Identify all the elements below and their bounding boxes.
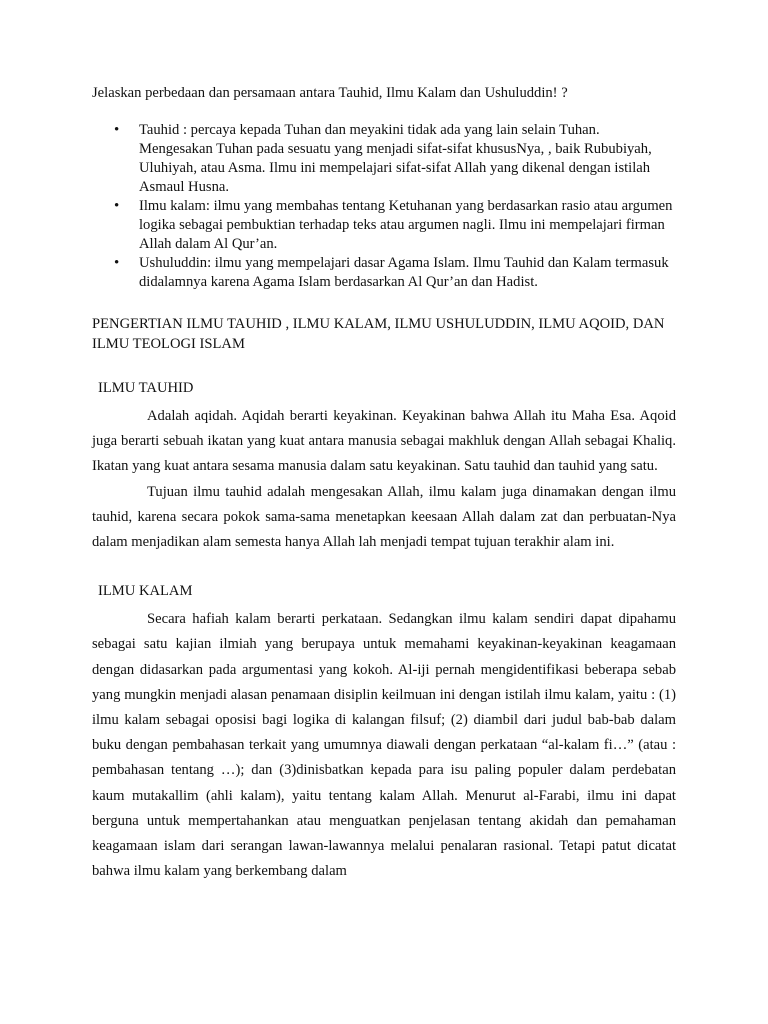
section-ilmu-tauhid — [92, 378, 676, 555]
section-title-ilmu-tauhid: ILMU TAUHID — [98, 380, 194, 396]
paragraph: Adalah aqidah. Aqidah berarti keyakinan. Keyakinan bahwa Allah itu Maha Esa. Aqoid juga berarti sebuah ikatan yang kuat antara manusia sebagai makhluk dengan Allah sebagai Khaliq. Ikatan yang kuat antara sesama manusia dalam satu keyakinan. Satu tauhid dan tauhid yang satu. — [92, 408, 676, 475]
question-text: Jelaskan perbedaan dan persamaan antara Tauhid, Ilmu Kalam dan Ushuluddin! ? — [92, 85, 568, 101]
paragraph: Secara hafiah kalam berarti perkataan. Sedangkan ilmu kalam sendiri dapat dipahamu sebagai satu kajian ilmiah yang berupaya untuk memahami keyakinan-keyakinan keagamaan dengan didasarkan pada argumentasi yang kokoh. Al-iji pernah mengidentifikasi beberapa sebab yang mungkin menjadi alasan penamaan disiplin keilmuan ini dengan istilah ilmu kalam, yaitu : (1) ilmu kalam sebagai oposisi bagi logika di kalangan filsuf; (2) diambil dari judul bab-bab dalam buku dengan pembahasan terkait yang umumnya diawali dengan perkataan “al-kalam fi…” (atau : pembahasan tentang …); dan (3)dinisbatkan kepada para isu paling populer dalam perdebatan kaum mutakallim (ahli kalam), yaitu tentang kalam Allah. Menurut al-Farabi, ilmu ini dapat berguna untuk mempertahankan atau menguatkan penjelasan tentang akidah dan pemahaman keagamaan islam dari serangan lawan-lawannya melalui penalaran rasional. Tetapi patut dicatat bahwa ilmu kalam yang berkembang dalam — [92, 611, 676, 880]
section-ilmu-kalam — [92, 581, 676, 884]
bullet-item-tauhid: • Tauhid : percaya kepada Tuhan dan meyakini tidak ada yang lain selain Tuhan. Mengesakan Tuhan pada sesuatu yang menjadi sifat-sifat khususNya, , baik Rububiyah, Uluhiyah, atau Asma. Ilmu ini mempelajari sifat-sifat Allah yang dikenal dengan istilah Asmaul Husna. — [139, 121, 676, 197]
paragraph: Tujuan ilmu tauhid adalah mengesakan Allah, ilmu kalam juga dinamakan dengan ilmu tauhid, karena secara pokok sama-sama menetapkan keesaan Allah dalam zat dan perbuatan-Nya dalam menjadikan alam semesta hanya Allah lah menjadi tempat tujuan terakhir alam ini. — [92, 483, 676, 551]
main-heading: PENGERTIAN ILMU TAUHID , ILMU KALAM, ILMU USHULUDDIN, ILMU AQOID, DAN ILMU TEOLOGI ISLAM — [92, 316, 665, 352]
bullet-list — [92, 121, 676, 292]
document-page — [92, 84, 676, 884]
section-title-ilmu-kalam: ILMU KALAM — [98, 583, 193, 600]
bullet-item-ushuluddin: • Ushuluddin: ilmu yang mempelajari dasar Agama Islam. Ilmu Tauhid dan Kalam termasuk didalamnya karena Agama Islam berdasarkan Al Qur’an dan Hadist. — [139, 254, 676, 292]
bullet-item-ilmu-kalam: • Ilmu kalam: ilmu yang membahas tentang Ketuhanan yang berdasarkan rasio atau argumen logika sebagai pembuktian terhadap teks atau argumen nagli. Ilmu ini mempelajari firman Allah dalam Al Qur’an. — [139, 197, 676, 254]
